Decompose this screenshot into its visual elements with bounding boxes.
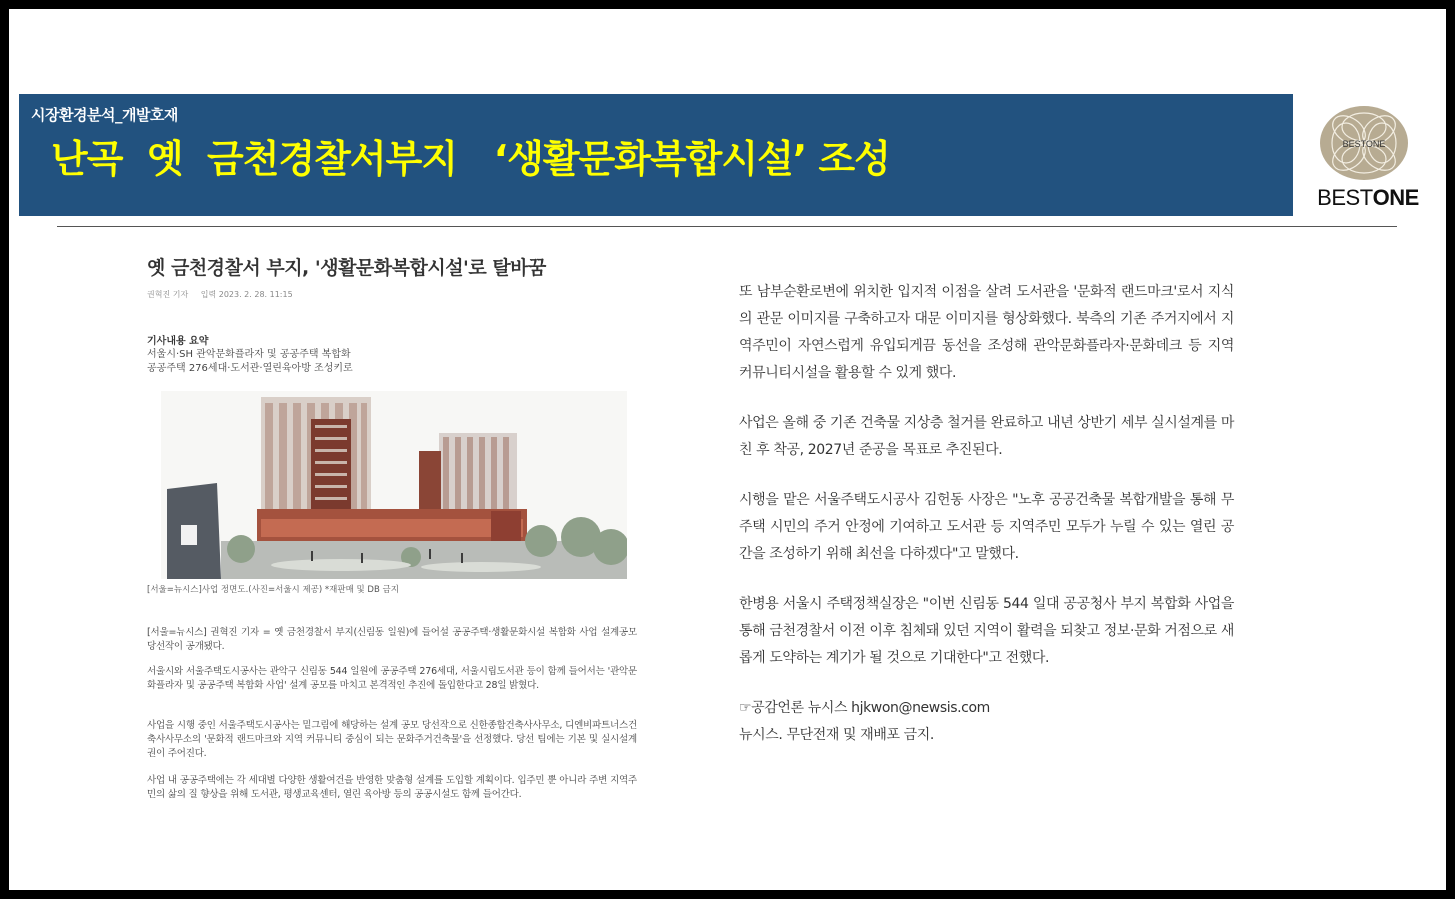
summary-lines bbox=[147, 348, 353, 376]
article-paragraph: 또 남부순환로변에 위치한 입지적 이점을 살려 도서관을 '문화적 랜드마크'로서 지식의 관문 이미지를 구축하고자 대문 이미지를 형상화했다. 북측의 기존 주거지에서 지역주민이 자연스럽게 유입되게끔 동선을 조성해 관악문화플라자·문화데크 등 지역 커뮤니티시설을 활용할 수 있게 했다. bbox=[739, 284, 1234, 381]
article-byline bbox=[147, 289, 303, 300]
article-clipping bbox=[139, 241, 689, 831]
summary-line: 서울시·SH 관악문화플라자 및 공공주택 복합화 bbox=[147, 349, 351, 360]
article-paragraph: 한병용 서울시 주택정책실장은 "이번 신림동 544 일대 공공청사 부지 복합화 사업을 통해 금천경찰서 이전 이후 침체돼 있던 지역이 활력을 되찾고 정보·문화 거점으로 새롭게 도약하는 계기가 될 것으로 기대한다"고 전했다. bbox=[739, 596, 1234, 666]
logo-wordmark bbox=[1305, 185, 1431, 211]
logo-text-light: BEST bbox=[1317, 185, 1373, 210]
article-paragraph: 서울시와 서울주택도시공사는 관악구 신림동 544 일원에 공공주택 276세대, 서울시립도서관 등이 함께 들어서는 '관악문화플라자 및 공공주택 복합화 사업' 설계 공모를 마치고 본격적인 추진에 돌입한다고 28일 밝혔다. bbox=[147, 666, 637, 691]
logo-emblem-icon bbox=[1319, 105, 1409, 181]
svg-text:BESTONE: BESTONE bbox=[1342, 139, 1386, 149]
section-label: 시장환경분석_개발호재 bbox=[31, 106, 178, 124]
slide bbox=[9, 9, 1446, 890]
article-paragraph: [서울=뉴시스] 권혁진 기자 = 옛 금천경찰서 부지(신림동 일원)에 들어설 공공주택·생활문화시설 복합화 사업 설계공모 당선작이 공개됐다. bbox=[147, 627, 637, 652]
summary-title: 기사내용 요약 bbox=[147, 336, 209, 347]
article-paragraph: 사업은 올해 중 기존 건축물 지상층 철거를 완료하고 내년 상반기 세부 실시설계를 마친 후 착공, 2027년 준공을 목표로 추진된다. bbox=[739, 415, 1234, 458]
slide-title: 난곡 옛 금천경찰서부지 ‘생활문화복합시설’ 조성 bbox=[51, 137, 890, 181]
article-continued bbox=[739, 279, 1234, 749]
article-headline: 옛 금천경찰서 부지, '생활문화복합시설'로 탈바꿈 bbox=[147, 257, 546, 279]
article-paragraph: 사업을 시행 중인 서울주택도시공사는 밑그림에 해당하는 설계 공모 당선작으로 신한종합건축사사무소, 디엔비파트너스건축사사무소의 '문화적 랜드마크와 지역 커뮤니티 중심이 되는 문화주거건축물'을 선정했다. 당선 팀에는 기본 및 실시설계권이 주어진다. bbox=[147, 720, 637, 759]
article-paragraph: 사업 내 공공주택에는 각 세대별 다양한 생활여건을 반영한 맞춤형 설계를 도입할 계획이다. 입주민 뿐 아니라 주변 지역주민의 삶의 질 향상을 위해 도서관, 평생교육센터, 열린 육아방 등의 공공시설도 함께 들어간다. bbox=[147, 775, 637, 800]
logo-text-bold: ONE bbox=[1372, 185, 1419, 210]
photo-caption: [서울=뉴시스]사업 정면도.(사진=서울시 제공) *재판매 및 DB 금지 bbox=[147, 585, 399, 595]
header-band bbox=[19, 94, 1293, 216]
bestone-logo bbox=[1305, 105, 1431, 215]
building-rendering-image bbox=[161, 391, 627, 579]
article-date: 입력 2023. 2. 28. 11:15 bbox=[200, 290, 293, 299]
article-credit-email: ☞공감언론 뉴시스 hjkwon@newsis.com bbox=[739, 700, 990, 716]
summary-line: 공공주택 276세대·도서관·열린육아방 조성키로 bbox=[147, 363, 353, 374]
header-divider bbox=[57, 226, 1397, 227]
article-copyright-notice: 뉴시스. 무단전재 및 재배포 금지. bbox=[739, 727, 934, 743]
article-author: 권혁진 기자 bbox=[147, 290, 189, 299]
article-paragraph: 시행을 맡은 서울주택도시공사 김헌동 사장은 "노후 공공건축물 복합개발을 통해 무주택 시민의 주거 안정에 기여하고 도서관 등 지역주민 모두가 누릴 수 있는 열린 공간을 조성하기 위해 최선을 다하겠다"고 말했다. bbox=[739, 492, 1234, 562]
